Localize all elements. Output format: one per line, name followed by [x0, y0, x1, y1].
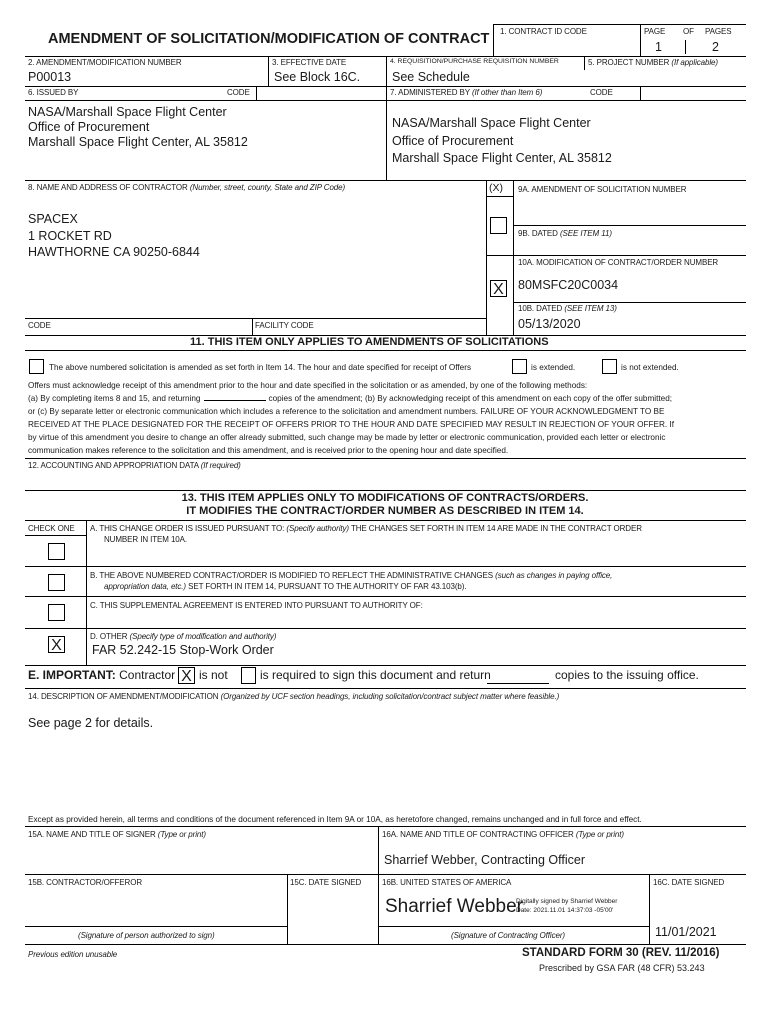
important-label: E. IMPORTANT: — [28, 668, 116, 682]
previous-edition: Previous edition unusable — [28, 950, 118, 959]
officer-signature-caption: (Signature of Contracting Officer) — [451, 931, 565, 940]
digital-signature-line1: Digitally signed by Sharrief Webber — [516, 898, 618, 905]
contractor-address: SPACEX 1 ROCKET RD HAWTHORNE CA 90250-6844 — [28, 212, 200, 259]
item13d-note: (Specify type of modification and authority) — [129, 632, 277, 641]
effective-date-label: 3. EFFECTIVE DATE — [272, 58, 347, 67]
item13b-text: B. THE ABOVE NUMBERED CONTRACT/ORDER IS MODIFIED TO REFLECT THE ADMINISTRATIVE CHANGES — [90, 571, 494, 580]
item10b-label: 10B. DATED — [518, 304, 563, 313]
date-signed-value: 11/01/2021 — [655, 925, 717, 939]
form-title: AMENDMENT OF SOLICITATION/MODIFICATION OF CONTRACT — [48, 31, 490, 47]
of-label: OF — [683, 27, 694, 36]
requisition-label: 4. REQUISITION/PURCHASE REQUISITION NUMBER — [390, 58, 559, 65]
item11-paragraph-a2: copies of the amendment; (b) By acknowledging receipt of this amendment on each copy of the offer submitted; — [268, 394, 673, 403]
usa-label: 16B. UNITED STATES OF AMERICA — [382, 878, 512, 887]
item14-label: 14. DESCRIPTION OF AMENDMENT/MODIFICATION — [28, 692, 219, 701]
officer-name-value: Sharrief Webber, Contracting Officer — [384, 853, 586, 867]
contractor-offeror-label: 15B. CONTRACTOR/OFFEROR — [28, 878, 143, 887]
item14-label-note: (Organized by UCF section headings, including solicitation/contract subject matter where feasible.) — [220, 692, 560, 701]
item13a-authority-note: (Specify authority) — [286, 524, 349, 533]
item13d-checkbox[interactable]: X — [48, 636, 65, 653]
extended-checkbox[interactable] — [512, 359, 527, 374]
item13a-checkbox[interactable] — [48, 543, 65, 560]
amendment-number-label: 2. AMENDMENT/MODIFICATION NUMBER — [28, 58, 182, 67]
item10a-value: 80MSFC20C0034 — [518, 278, 619, 292]
date-signed-15c-label: 15C. DATE SIGNED — [290, 878, 362, 887]
effective-date-value: See Block 16C. — [274, 70, 361, 84]
amendment-number-value: P00013 — [28, 70, 72, 84]
item10a-checkbox[interactable]: X — [490, 280, 507, 297]
project-number-label: 5. PROJECT NUMBER — [588, 58, 670, 67]
item11-paragraph-line4: RECEIVED AT THE PLACE DESIGNATED FOR THE RECEIPT OF OFFERS PRIOR TO THE HOUR AND DATE SPECIFIED MAY RESULT IN REJECTION OF YOUR OFFER. If — [28, 420, 675, 429]
x-column-label: (X) — [489, 182, 503, 194]
item11-paragraph-a1: (a) By completing items 8 and 15, and returning — [28, 394, 201, 403]
is-required-checkbox[interactable] — [241, 667, 256, 684]
item13c-text: C. THIS SUPPLEMENTAL AGREEMENT IS ENTERED INTO PURSUANT TO AUTHORITY OF: — [90, 601, 423, 610]
requisition-value: See Schedule — [392, 70, 470, 84]
item13a-text-2: NUMBER IN ITEM 10A. — [104, 535, 188, 544]
item13b-text-2: SET FORTH IN ITEM 14, PURSUANT TO THE AUTHORITY OF FAR 43.103(b). — [188, 582, 467, 591]
item13b-note: (such as changes in paying office, — [495, 571, 613, 580]
item11-paragraph-line5: by virtue of this amendment you desire to change an offer already submitted, such change may be made by letter or electronic communication, provided each letter or electronic — [28, 433, 666, 442]
contractor-label: 8. NAME AND ADDRESS OF CONTRACTOR — [28, 183, 188, 192]
digital-signature-line2: Date: 2021.11.01 14:37:03 -05'00' — [516, 907, 614, 914]
item13b-note-2: appropriation data, etc.) — [104, 582, 186, 591]
item11-paragraph-line6: communication makes reference to the solicitation and this amendment, and is received prior to the opening hour and date specified. — [28, 446, 509, 455]
item13a-text: A. THIS CHANGE ORDER IS ISSUED PURSUANT TO: — [90, 524, 285, 533]
except-text: Except as provided herein, all terms and conditions of the document referenced in Item 9A or 10A, as heretofore changed, remains unchanged and in full force and effect. — [28, 815, 642, 824]
form-name: STANDARD FORM 30 (REV. 11/2016) — [522, 947, 720, 959]
item13b-checkbox[interactable] — [48, 574, 65, 591]
contract-id-label: 1. CONTRACT ID CODE — [500, 27, 587, 36]
item10a-label: 10A. MODIFICATION OF CONTRACT/ORDER NUMBER — [518, 258, 719, 267]
item9b-label-note: (SEE ITEM 11) — [559, 229, 612, 238]
administered-code-label: CODE — [590, 88, 613, 97]
is-not-label: is not — [199, 668, 228, 682]
administered-by-label: 7. ADMINISTERED BY — [390, 88, 470, 97]
issued-by-label: 6. ISSUED BY — [28, 88, 79, 97]
contractor-code-label: CODE — [28, 321, 51, 330]
item9a-label: 9A. AMENDMENT OF SOLICITATION NUMBER — [518, 185, 687, 194]
contractor-signature-caption: (Signature of person authorized to sign) — [78, 931, 215, 940]
contractor-label-note: (Number, street, county, State and ZIP Code) — [189, 183, 346, 192]
not-extended-checkbox[interactable] — [602, 359, 617, 374]
signer-name-note: (Type or print) — [157, 830, 206, 839]
prescribed-by: Prescribed by GSA FAR (48 CFR) 53.243 — [539, 963, 705, 973]
extended-label: is extended. — [531, 363, 576, 372]
administered-by-address: NASA/Marshall Space Flight Center Office of Procurement Marshall Space Flight Center, AL 35812 — [392, 116, 612, 165]
issued-by-code-label: CODE — [227, 88, 250, 97]
item13d-text: D. OTHER — [90, 632, 128, 641]
check-one-label: CHECK ONE — [28, 524, 75, 533]
is-required-label: is required to sign this document and return — [260, 668, 491, 682]
important-contractor: Contractor — [119, 668, 176, 682]
item9a-checkbox[interactable] — [490, 217, 507, 234]
item9b-label: 9B. DATED — [518, 229, 558, 238]
page-number: 1 — [655, 40, 662, 54]
item10b-value: 05/13/2020 — [518, 317, 581, 331]
officer-signature: Sharrief Webber — [385, 896, 523, 917]
pages-label: PAGES — [705, 27, 732, 36]
item14-value: See page 2 for details. — [28, 716, 154, 730]
item11-title: 11. THIS ITEM ONLY APPLIES TO AMENDMENTS OF SOLICITATIONS — [190, 336, 549, 348]
item13c-checkbox[interactable] — [48, 604, 65, 621]
issued-by-address: NASA/Marshall Space Flight Center Office of Procurement Marshall Space Flight Center, AL 35812 — [28, 105, 248, 149]
accounting-label: 12. ACCOUNTING AND APPROPRIATION DATA — [28, 461, 199, 470]
date-signed-16c-label: 16C. DATE SIGNED — [653, 878, 725, 887]
is-not-checkbox[interactable]: X — [178, 667, 195, 684]
item13a-text-b: THE CHANGES SET FORTH IN ITEM 14 ARE MADE IN THE CONTRACT ORDER — [350, 524, 642, 533]
item11-checkbox[interactable] — [29, 359, 44, 374]
pages-total: 2 — [712, 40, 719, 54]
item10b-label-note: (SEE ITEM 13) — [564, 304, 617, 313]
item11-paragraph-line1: Offers must acknowledge receipt of this amendment prior to the hour and date specified in the solicitation or as amended, by one of the following methods: — [28, 381, 588, 390]
item13-title-1: 13. THIS ITEM APPLIES ONLY TO MODIFICATIONS OF CONTRACTS/ORDERS. — [181, 492, 589, 504]
officer-name-note: (Type or print) — [575, 830, 624, 839]
signer-name-label: 15A. NAME AND TITLE OF SIGNER — [28, 830, 156, 839]
page-label: PAGE — [644, 27, 666, 36]
project-number-label-note: (If applicable) — [671, 58, 718, 67]
item13-title-2: IT MODIFIES THE CONTRACT/ORDER NUMBER AS DESCRIBED IN ITEM 14. — [186, 505, 584, 517]
item11-paragraph-line3: or (c) By separate letter or electronic communication which includes a reference to the solicitation and amendment numbers. FAILURE OF YOUR ACKNOWLEDGMENT TO BE — [28, 407, 665, 416]
administered-by-note: (If other than Item 6) — [471, 88, 543, 97]
facility-code-label: FACILITY CODE — [255, 321, 314, 330]
not-extended-label: is not extended. — [621, 363, 679, 372]
accounting-label-note: (If required) — [200, 461, 241, 470]
copies-label: copies to the issuing office. — [555, 668, 699, 682]
item13d-value: FAR 52.242-15 Stop-Work Order — [92, 643, 274, 657]
item11-line1: The above numbered solicitation is amended as set forth in Item 14. The hour and date specified for receipt of Offers — [49, 363, 472, 372]
officer-name-label: 16A. NAME AND TITLE OF CONTRACTING OFFICER — [382, 830, 574, 839]
